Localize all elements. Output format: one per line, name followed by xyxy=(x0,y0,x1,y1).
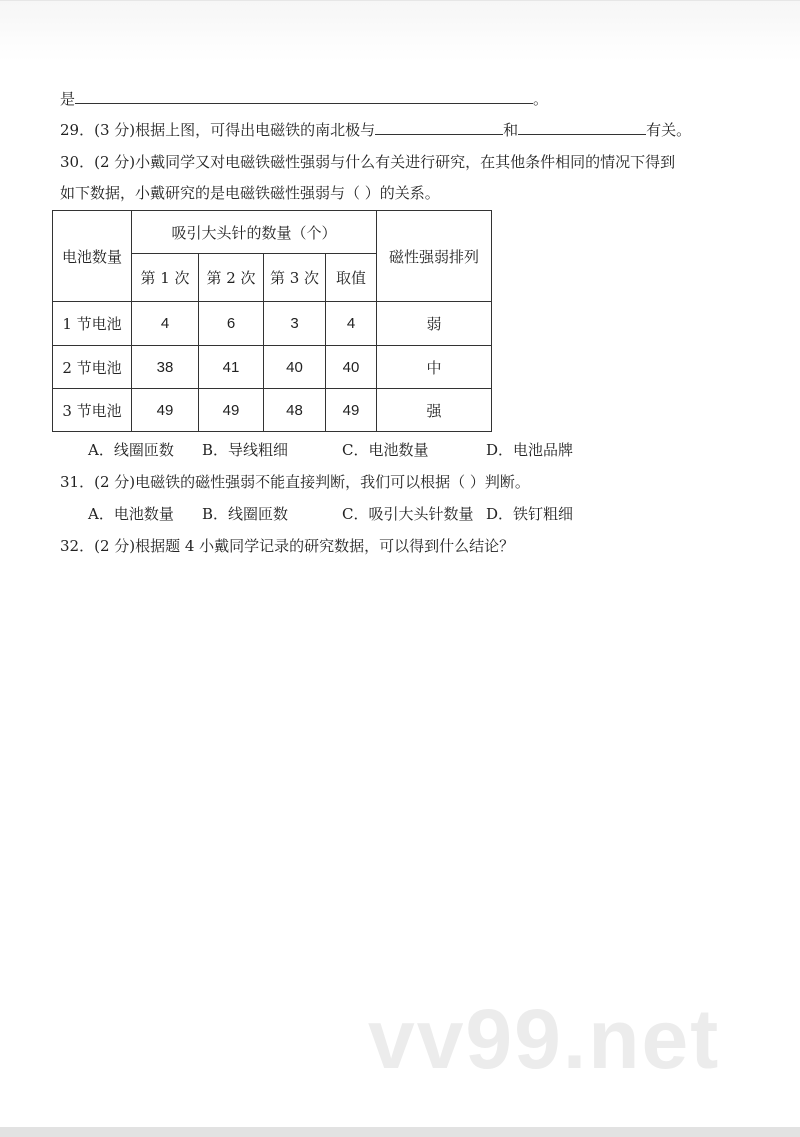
q31-option-c[interactable]: C．吸引大头针数量 xyxy=(342,505,474,523)
q31-option-b[interactable]: B．线圈匝数 xyxy=(202,505,289,523)
table-row xyxy=(53,346,492,389)
q30-option-c[interactable]: C．电池数量 xyxy=(342,441,429,459)
q29-suffix: 有关。 xyxy=(646,121,692,139)
cell: 41 xyxy=(199,346,264,389)
q28-suffix: 。 xyxy=(533,90,549,108)
q28-prefix: 是 xyxy=(60,90,76,108)
page-bottom-edge xyxy=(0,1127,800,1137)
table-row xyxy=(53,389,492,432)
cell: 6 xyxy=(199,302,264,346)
q31-option-a[interactable]: A．电池数量 xyxy=(88,505,174,523)
q29-label: 29．(3 分)根据上图，可得出电磁铁的南北极与 xyxy=(60,121,376,139)
cell: 40 xyxy=(264,346,326,389)
header-pin-count: 吸引大头针的数量（个） xyxy=(132,211,377,254)
table-row xyxy=(53,302,492,346)
data-table xyxy=(52,210,492,432)
strength-cell: 中 xyxy=(377,346,492,389)
cell: 49 xyxy=(132,389,199,432)
question-31: 31．(2 分)电磁铁的磁性强弱不能直接判断，我们可以根据（ ）判断。 xyxy=(60,473,530,491)
subheader-trial-2: 第 2 次 xyxy=(199,254,264,302)
q30-option-a[interactable]: A．线圈匝数 xyxy=(88,441,174,459)
subheader-trial-3: 第 3 次 xyxy=(264,254,326,302)
question-29 xyxy=(60,120,691,140)
cell: 49 xyxy=(199,389,264,432)
cell: 4 xyxy=(132,302,199,346)
cell: 38 xyxy=(132,346,199,389)
cell: 4 xyxy=(326,302,377,346)
q30-line-1: 30．(2 分)小戴同学又对电磁铁磁性强弱与什么有关进行研究，在其他条件相同的情况下得到 xyxy=(60,153,676,171)
question-32: 32．(2 分)根据题 4 小戴同学记录的研究数据，可以得到什么结论？ xyxy=(60,537,515,555)
q30-option-d[interactable]: D．电池品牌 xyxy=(486,441,574,459)
header-strength: 磁性强弱排列 xyxy=(377,211,492,302)
row-label: 1 节电池 xyxy=(53,302,132,346)
q29-blank-2[interactable] xyxy=(518,120,646,135)
q29-mid: 和 xyxy=(503,121,519,139)
header-battery-count: 电池数量 xyxy=(53,211,132,302)
cell: 3 xyxy=(264,302,326,346)
row-label: 3 节电池 xyxy=(53,389,132,432)
cell: 49 xyxy=(326,389,377,432)
cell: 40 xyxy=(326,346,377,389)
subheader-trial-1: 第 1 次 xyxy=(132,254,199,302)
watermark: vv99.net xyxy=(368,992,721,1086)
q28-answer-line xyxy=(60,89,548,109)
cell: 48 xyxy=(264,389,326,432)
q28-blank[interactable] xyxy=(75,89,533,104)
q31-option-d[interactable]: D．铁钉粗细 xyxy=(486,505,574,523)
q30-option-b[interactable]: B．导线粗细 xyxy=(202,441,289,459)
q30-line-2: 如下数据，小戴研究的是电磁铁磁性强弱与（ ）的关系。 xyxy=(60,184,440,202)
strength-cell: 强 xyxy=(377,389,492,432)
row-label: 2 节电池 xyxy=(53,346,132,389)
strength-cell: 弱 xyxy=(377,302,492,346)
top-shade xyxy=(0,1,800,61)
q29-blank-1[interactable] xyxy=(375,120,503,135)
subheader-value: 取值 xyxy=(326,254,377,302)
